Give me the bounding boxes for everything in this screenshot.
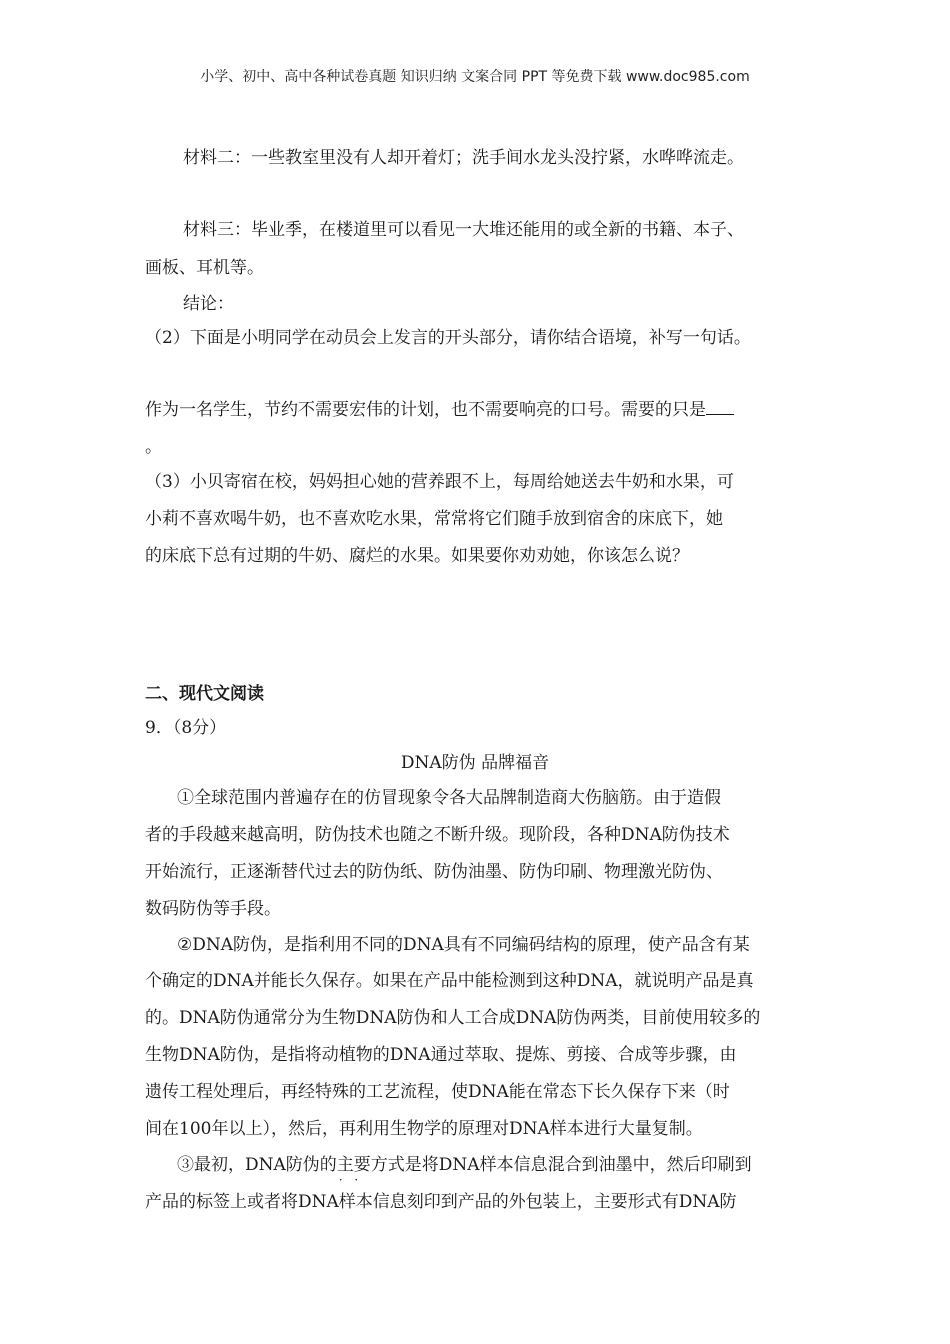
paragraph-1-line-2: 者的手段越来越高明，防伪技术也随之不断升级。现阶段，各种DNA防伪技术 [145,825,730,845]
paragraph-2-line-1: ②DNA防伪，是指利用不同的DNA具有不同编码结构的原理，使产品含有某 [177,935,750,955]
material-two: 材料二：一些教室里没有人却开着灯；洗手间水龙头没拧紧，水哗哗流走。 [183,148,744,168]
paragraph-1-line-1: ①全球范围内普遍存在的仿冒现象令各大品牌制造商大伤脑筋。由于造假 [177,788,721,808]
page-header: 小学、初中、高中各种试卷真题 知识归纳 文案合同 PPT 等免费下载 www.doc985.com [200,69,750,85]
section-heading: 二、现代文阅读 [145,684,264,704]
material-three-line-1: 材料三：毕业季，在楼道里可以看见一大堆还能用的或全新的书籍、本子、 [183,220,744,240]
paragraph-1-line-4: 数码防伪等手段。 [145,899,281,919]
question-2-sentence [145,398,734,421]
emphasis-dotted-word: 主要 · · [337,1155,371,1175]
paragraph-2-line-5: 遗传工程处理后，再经特殊的工艺流程，使DNA能在常态下长久保存下来（时 [145,1082,730,1102]
paragraph-3-line-2: 产品的标签上或者将DNA样本信息刻印到产品的外包装上，主要形式有DNA防 [145,1192,737,1212]
question-2-sentence-text: 作为一名学生，节约不需要宏伟的计划，也不需要响亮的口号。需要的只是 [145,400,706,420]
paragraph-3-line-1 [177,1154,752,1176]
paragraph-2-line-6: 间在100年以上），然后，再利用生物学的原理对DNA样本进行大量复制。 [145,1119,703,1139]
paragraph-2-line-4: 生物DNA防伪，是指将动植物的DNA通过萃取、提炼、剪接、合成等步骤，由 [145,1045,737,1065]
question-3-line-2: 小莉不喜欢喝牛奶，也不喜欢吃水果，常常将它们随手放到宿舍的床底下，她 [145,509,723,529]
paragraph-3-line-1-end: 方式是将DNA样本信息混合到油墨中，然后印刷到 [370,1155,752,1175]
article-title: DNA防伪 品牌福音 [400,753,550,773]
question-2: （2）下面是小明同学在动员会上发言的开头部分，请你结合语境，补写一句话。 [145,328,751,348]
question-2-sentence-end: 。 [145,437,162,457]
answer-blank[interactable] [706,398,734,415]
question-9-label: 9．（8分） [145,718,227,738]
question-3-line-3: 的床底下总有过期的牛奶、腐烂的水果。如果要你劝劝她，你该怎么说？ [145,546,689,566]
material-three-line-2: 画板、耳机等。 [145,258,264,278]
question-3-line-1: （3）小贝寄宿在校，妈妈担心她的营养跟不上，每周给她送去牛奶和水果，可 [145,472,734,492]
paragraph-2-line-2: 个确定的DNA并能长久保存。如果在产品中能检测到这种DNA，就说明产品是真 [145,971,754,991]
paragraph-1-line-3: 开始流行，正逐渐替代过去的防伪纸、防伪油墨、防伪印刷、物理激光防伪、 [145,862,723,882]
paragraph-2-line-3: 的。DNA防伪通常分为生物DNA防伪和人工合成DNA防伪两类，目前使用较多的 [145,1008,761,1028]
paragraph-3-line-1-start: ③最初，DNA防伪的 [177,1155,337,1175]
conclusion-label: 结论： [183,294,234,314]
